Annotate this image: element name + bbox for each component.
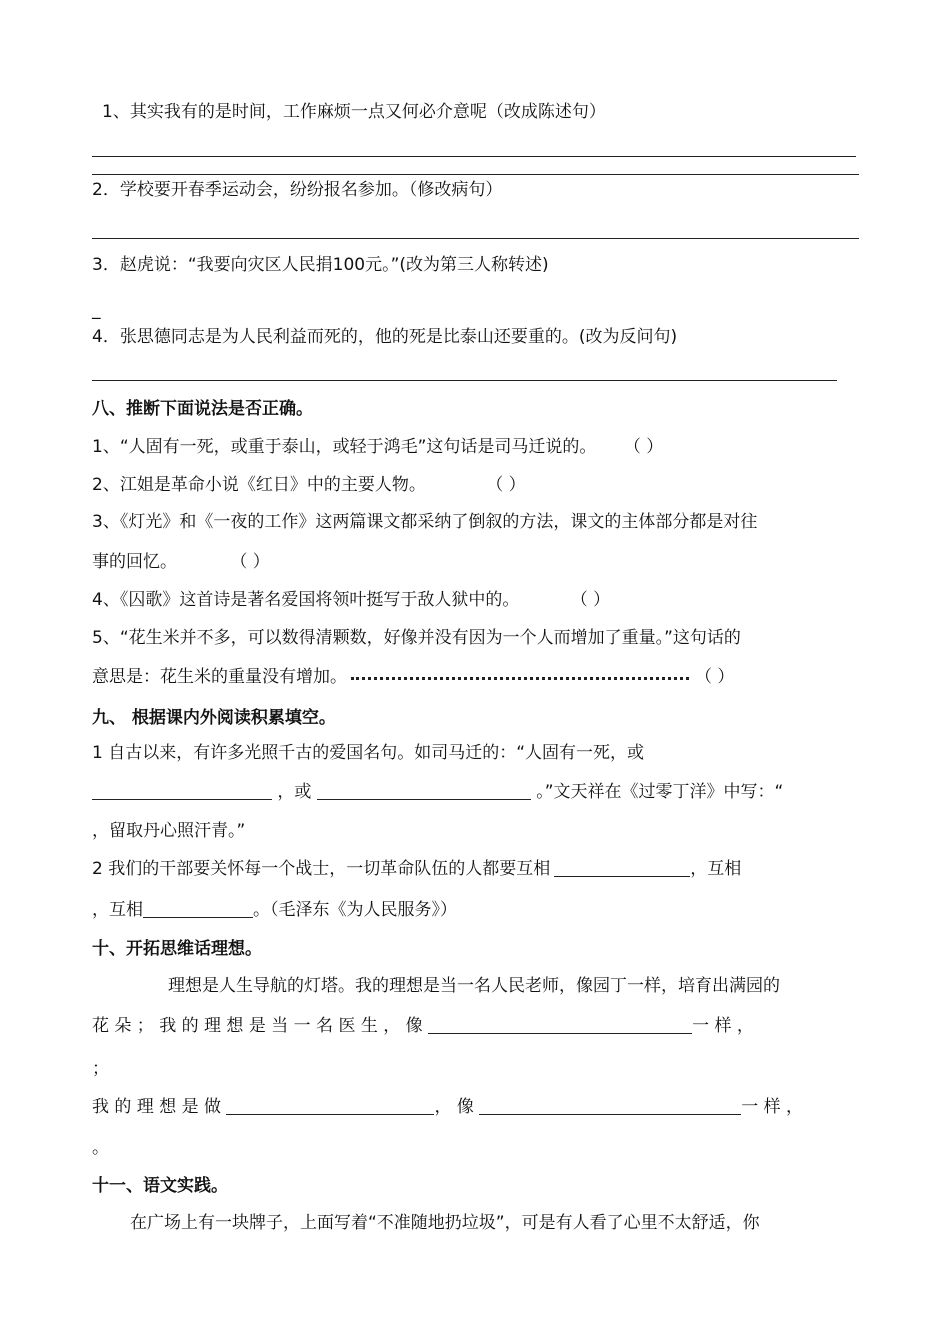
judge-item-3: 3、《灯光》和《一夜的工作》这两篇课文都采纳了倒叙的方法，课文的主体部分都是对往 — [92, 512, 758, 532]
judge-item-text: 1、“人固有一死，或重于泰山，或轻于鸿毛”这句话是司马迁说的。 — [92, 437, 597, 457]
judge-item-1 — [92, 435, 663, 459]
judge-item-text: 2、江姐是革命小说《红日》中的主要人物。 — [92, 475, 426, 495]
judge-item-text: 事的回忆。 — [92, 552, 177, 572]
judge-item-text: 意思是：花生米的重量没有增加。 — [92, 667, 347, 687]
section-8-title: 八、推断下面说法是否正确。 — [92, 399, 313, 419]
fill-blank[interactable] — [317, 781, 531, 800]
ideal-para-1: 理想是人生导航的灯塔。我的理想是当一名人民老师，像园丁一样，培育出满园的 — [168, 976, 780, 996]
answer-line-2 — [92, 238, 859, 239]
judge-answer-paren[interactable]: （ ） — [570, 590, 611, 610]
fill-text: 。”文天祥在《过零丁洋》中写：“ — [536, 782, 784, 802]
judge-item-5-cont — [92, 665, 734, 689]
fill-text: ，互相 — [690, 859, 742, 879]
fill-text: ，或 — [277, 782, 312, 802]
fill-blank[interactable] — [428, 1015, 692, 1034]
fill-line-3: ，留取丹心照汗青。” — [92, 821, 246, 841]
ideal-text: 我 的 理 想 是 做 — [92, 1097, 222, 1117]
question-2: 2．学校要开春季运动会，纷纷报名参加。（修改病句） — [92, 180, 503, 200]
fill-text: 2 我们的干部要关怀每一个战士，一切革命队伍的人都要互相 — [92, 859, 551, 879]
ideal-text: ， 像 — [434, 1097, 474, 1117]
fill-blank[interactable] — [143, 899, 253, 918]
fill-blank[interactable] — [554, 858, 690, 877]
question-1: 1、其实我有的是时间，工作麻烦一点又何必介意呢（改成陈述句） — [102, 102, 606, 122]
practice-para-1: 在广场上有一块牌子，上面写着“不准随地扔垃圾”，可是有人看了心里不太舒适，你 — [130, 1213, 760, 1233]
fill-text: 。（毛泽东《为人民服务》） — [253, 900, 457, 920]
fill-line-4 — [92, 857, 741, 881]
question-3: 3．赵虎说：“我要向灾区人民捐100元。”(改为第三人称转述) — [92, 255, 549, 275]
judge-answer-paren[interactable]: （ ） — [623, 437, 664, 457]
section-10-title: 十、开拓思维话理想。 — [92, 939, 262, 959]
judge-item-2 — [92, 473, 526, 497]
judge-item-5: 5、“花生米并不多，可以数得清颗数，好像并没有因为一个人而增加了重量。”这句话的 — [92, 628, 741, 648]
judge-item-4 — [92, 588, 610, 612]
judge-answer-paren[interactable]: （ ） — [230, 552, 270, 572]
section-9-title: 九、 根据课内外阅读积累填空。 — [92, 708, 336, 728]
fill-line-5 — [92, 898, 457, 922]
fill-blank[interactable] — [92, 781, 272, 800]
ideal-line-3: ； — [92, 1059, 109, 1079]
fill-line-1: 1 自古以来，有许多光照千古的爱国名句。如司马迁的：“人固有一死，或 — [92, 743, 645, 763]
fill-blank[interactable] — [226, 1096, 434, 1115]
ideal-text: 一 样 ， — [692, 1016, 754, 1036]
ideal-text: 一 样 ， — [741, 1097, 804, 1117]
answer-line-1 — [92, 156, 856, 157]
judge-item-text: 4、《囚歌》这首诗是著名爱国将领叶挺写于敌人狱中的。 — [92, 590, 520, 610]
ideal-line-5: 。 — [92, 1138, 109, 1158]
fill-line-2 — [92, 780, 783, 804]
answer-mark-3: _ — [92, 300, 101, 320]
judge-item-3-cont — [92, 550, 270, 574]
question-4: 4．张思德同志是为人民利益而死的，他的死是比泰山还要重的。(改为反问句) — [92, 327, 678, 347]
answer-line-1b — [92, 174, 859, 175]
ideal-line-4 — [92, 1095, 803, 1119]
answer-line-4 — [92, 380, 837, 381]
judge-answer-paren[interactable]: （ ） — [695, 667, 735, 687]
section-11-title: 十一、语文实践。 — [92, 1176, 228, 1196]
fill-text: ，互相 — [92, 900, 143, 920]
judge-answer-paren[interactable]: （ ） — [486, 475, 526, 495]
fill-blank[interactable] — [479, 1096, 741, 1115]
ideal-line-2 — [92, 1014, 754, 1038]
dotted-leader — [351, 667, 689, 680]
ideal-text: 花 朵 ； 我 的 理 想 是 当 一 名 医 生 ， 像 — [92, 1016, 423, 1036]
